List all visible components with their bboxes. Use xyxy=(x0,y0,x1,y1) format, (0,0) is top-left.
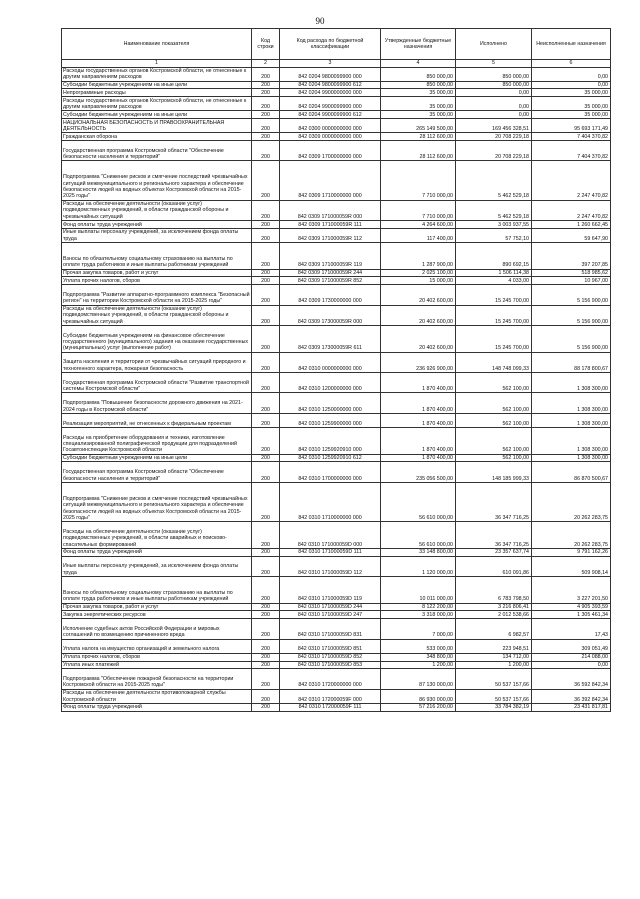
row-executed-amount: 610 091,86 xyxy=(456,556,532,576)
row-budget-code: 842 0204 9800099900 000 xyxy=(280,67,381,81)
row-remaining-amount: 1 308 300,00 xyxy=(532,393,611,413)
table-row xyxy=(62,522,611,549)
column-number: 4 xyxy=(381,60,456,68)
row-indicator-name: Прочая закупка товаров, работ и услуг xyxy=(62,603,252,611)
row-approved-amount: 4 264 600,00 xyxy=(381,221,456,229)
row-executed-amount: 223 948,51 xyxy=(456,639,532,653)
row-executed-amount: 15 245 700,00 xyxy=(456,305,532,325)
row-line-code: 200 xyxy=(252,653,280,661)
row-approved-amount: 57 216 200,00 xyxy=(381,703,456,711)
table-row xyxy=(62,277,611,285)
row-budget-code: 842 0309 171000059R 112 xyxy=(280,228,381,242)
table-row xyxy=(62,619,611,639)
row-indicator-name: Субсидии бюджетным учреждениям на иные цели xyxy=(62,454,252,462)
row-line-code: 200 xyxy=(252,577,280,604)
table-row xyxy=(62,81,611,89)
table-row xyxy=(62,221,611,229)
row-line-code: 200 xyxy=(252,603,280,611)
row-executed-amount: 562 100,00 xyxy=(456,393,532,413)
row-line-code: 200 xyxy=(252,548,280,556)
row-line-code: 200 xyxy=(252,611,280,619)
row-budget-code: 842 0310 171000059D 119 xyxy=(280,577,381,604)
row-executed-amount: 50 537 157,66 xyxy=(456,689,532,703)
row-budget-code: 842 0309 171000059R 000 xyxy=(280,200,381,220)
table-body xyxy=(62,67,611,711)
row-executed-amount: 3 216 806,41 xyxy=(456,603,532,611)
page-number: 90 xyxy=(315,16,325,26)
row-indicator-name: Взносы по обязательному социальному страхованию на выплаты по оплате труда работников и иные выплаты работникам учреждений xyxy=(62,577,252,604)
header-indicator-name: Наименование показателя xyxy=(62,29,252,60)
row-indicator-name: Исполнение судебных актов Российской Федерации и мировых соглашений по возмещению причиненного вреда xyxy=(62,619,252,639)
row-approved-amount: 33 148 800,00 xyxy=(381,548,456,556)
row-executed-amount: 6 982,57 xyxy=(456,619,532,639)
table-row xyxy=(62,373,611,393)
row-executed-amount: 169 456 328,51 xyxy=(456,119,532,133)
row-line-code: 200 xyxy=(252,221,280,229)
row-budget-code: 842 0310 1259920910 000 xyxy=(280,427,381,454)
table-row xyxy=(62,242,611,269)
row-indicator-name: Реализация мероприятий, не отнесенных к федеральным проектам xyxy=(62,413,252,427)
row-remaining-amount: 2 247 470,82 xyxy=(532,200,611,220)
table-row xyxy=(62,140,611,160)
row-approved-amount: 236 926 900,00 xyxy=(381,352,456,372)
row-budget-code: 842 0204 9900000000 000 xyxy=(280,89,381,97)
row-executed-amount: 562 100,00 xyxy=(456,454,532,462)
row-line-code: 200 xyxy=(252,277,280,285)
row-indicator-name: Уплата прочих налогов, сборов xyxy=(62,277,252,285)
table-row xyxy=(62,454,611,462)
row-remaining-amount: 7 404 370,82 xyxy=(532,133,611,141)
header-remaining: Неисполненные назначения xyxy=(532,29,611,60)
row-indicator-name: Гражданская оборона xyxy=(62,133,252,141)
row-remaining-amount: 518 985,62 xyxy=(532,269,611,277)
row-remaining-amount: 35 000,00 xyxy=(532,97,611,111)
row-line-code: 200 xyxy=(252,703,280,711)
row-indicator-name: Субсидии бюджетным учреждениям на финансовое обеспечение государственного (муниципального) задания на оказание государственных (муниципальных) услуг (выполнение работ) xyxy=(62,326,252,353)
row-budget-code: 842 0309 171000059R 119 xyxy=(280,242,381,269)
row-remaining-amount: 5 156 900,00 xyxy=(532,285,611,305)
table-row xyxy=(62,669,611,689)
table-row xyxy=(62,462,611,482)
table-row xyxy=(62,611,611,619)
row-budget-code: 842 0309 171000059R 852 xyxy=(280,277,381,285)
row-line-code: 200 xyxy=(252,482,280,521)
row-approved-amount: 28 112 600,00 xyxy=(381,133,456,141)
row-indicator-name: Непрограммные расходы xyxy=(62,89,252,97)
row-remaining-amount: 36 392 842,34 xyxy=(532,689,611,703)
row-budget-code: 842 0310 1200000000 000 xyxy=(280,373,381,393)
row-executed-amount: 0,00 xyxy=(456,111,532,119)
row-executed-amount: 0,00 xyxy=(456,89,532,97)
row-approved-amount: 15 000,00 xyxy=(381,277,456,285)
row-executed-amount: 23 357 637,74 xyxy=(456,548,532,556)
row-remaining-amount: 35 000,00 xyxy=(532,89,611,97)
row-executed-amount: 36 347 716,25 xyxy=(456,522,532,549)
row-approved-amount: 7 710 000,00 xyxy=(381,161,456,200)
row-line-code: 200 xyxy=(252,639,280,653)
row-line-code: 200 xyxy=(252,161,280,200)
header-line-code: Код строки xyxy=(252,29,280,60)
row-budget-code: 842 0204 9900099900 000 xyxy=(280,97,381,111)
row-indicator-name: Расходы на обеспечение деятельности (оказание услуг) подведомственных учреждений, в области гражданской обороны и чрезвычайных ситуаций xyxy=(62,200,252,220)
row-approved-amount: 35 000,00 xyxy=(381,89,456,97)
row-approved-amount: 850 000,00 xyxy=(381,67,456,81)
row-executed-amount: 890 692,15 xyxy=(456,242,532,269)
row-remaining-amount: 1 308 300,00 xyxy=(532,373,611,393)
row-indicator-name: Иные выплаты персоналу учреждений, за исключением фонда оплаты труда xyxy=(62,228,252,242)
table-row xyxy=(62,161,611,200)
row-line-code: 200 xyxy=(252,111,280,119)
row-executed-amount: 562 100,00 xyxy=(456,413,532,427)
row-approved-amount: 1 287 900,00 xyxy=(381,242,456,269)
row-line-code: 200 xyxy=(252,285,280,305)
row-indicator-name: Подпрограмма "Снижение рисков и смягчение последствий чрезвычайных ситуаций межмуниципального и регионального характера и обеспечение безопасности людей на водных объектах Костромской области на 2015-2025 годы" xyxy=(62,482,252,521)
row-budget-code: 842 0310 171000059D 000 xyxy=(280,522,381,549)
row-budget-code: 842 0309 1700000000 000 xyxy=(280,140,381,160)
row-approved-amount: 235 056 500,00 xyxy=(381,462,456,482)
row-remaining-amount: 20 262 283,75 xyxy=(532,522,611,549)
row-line-code: 200 xyxy=(252,661,280,669)
row-approved-amount: 20 402 600,00 xyxy=(381,326,456,353)
row-indicator-name: Государственная программа Костромской области "Обеспечение безопасности населения и территорий" xyxy=(62,140,252,160)
column-number: 5 xyxy=(456,60,532,68)
row-indicator-name: Прочая закупка товаров, работ и услуг xyxy=(62,269,252,277)
row-executed-amount: 850 000,00 xyxy=(456,81,532,89)
row-executed-amount: 20 708 229,18 xyxy=(456,140,532,160)
row-executed-amount: 15 245 700,00 xyxy=(456,285,532,305)
row-approved-amount: 10 011 000,00 xyxy=(381,577,456,604)
row-remaining-amount: 1 308 300,00 xyxy=(532,454,611,462)
row-budget-code: 842 0310 171000059D 247 xyxy=(280,611,381,619)
row-remaining-amount: 1 308 300,00 xyxy=(532,427,611,454)
row-indicator-name: Расходы на обеспечение деятельности (оказание услуг) подведомственных учреждений, в области аварийных и поисково-спасательных формирований xyxy=(62,522,252,549)
row-approved-amount: 348 800,00 xyxy=(381,653,456,661)
row-approved-amount: 35 000,00 xyxy=(381,97,456,111)
table-row xyxy=(62,482,611,521)
row-remaining-amount: 35 000,00 xyxy=(532,111,611,119)
row-budget-code: 842 0309 171000059R 244 xyxy=(280,269,381,277)
row-budget-code: 842 0309 171000059R 111 xyxy=(280,221,381,229)
row-indicator-name: Закупка энергетических ресурсов xyxy=(62,611,252,619)
row-budget-code: 842 0309 1710000000 000 xyxy=(280,161,381,200)
row-line-code: 200 xyxy=(252,269,280,277)
table-row xyxy=(62,111,611,119)
row-executed-amount: 134 712,00 xyxy=(456,653,532,661)
row-executed-amount: 57 752,10 xyxy=(456,228,532,242)
row-indicator-name: Расходы на обеспечение деятельности противопожарной службы Костромской области xyxy=(62,689,252,703)
table-row xyxy=(62,228,611,242)
table-row xyxy=(62,603,611,611)
row-approved-amount: 1 870 400,00 xyxy=(381,373,456,393)
row-executed-amount: 148 748 099,33 xyxy=(456,352,532,372)
row-remaining-amount: 1 308 300,00 xyxy=(532,413,611,427)
row-executed-amount: 562 100,00 xyxy=(456,427,532,454)
row-budget-code: 842 0310 1720000000 000 xyxy=(280,669,381,689)
row-budget-code: 842 0310 1250000000 000 xyxy=(280,393,381,413)
row-approved-amount: 1 870 400,00 xyxy=(381,454,456,462)
row-approved-amount: 56 610 000,00 xyxy=(381,522,456,549)
row-remaining-amount: 10 967,00 xyxy=(532,277,611,285)
table-header-row xyxy=(62,29,611,60)
row-indicator-name: Фонд оплаты труда учреждений xyxy=(62,703,252,711)
row-indicator-name: Подпрограмма "Снижение рисков и смягчение последствий чрезвычайных ситуаций межмуниципального и регионального характера и обеспечение безопасности людей на водных объектах Костромской области на 2015-2025 годы" xyxy=(62,161,252,200)
table-row xyxy=(62,393,611,413)
row-budget-code: 842 0310 1710000000 000 xyxy=(280,482,381,521)
row-line-code: 200 xyxy=(252,67,280,81)
row-remaining-amount: 9 791 162,26 xyxy=(532,548,611,556)
row-remaining-amount: 2 247 470,82 xyxy=(532,161,611,200)
table-row xyxy=(62,67,611,81)
row-remaining-amount: 4 905 393,59 xyxy=(532,603,611,611)
table-row xyxy=(62,133,611,141)
row-line-code: 200 xyxy=(252,689,280,703)
row-approved-amount: 850 000,00 xyxy=(381,81,456,89)
row-budget-code: 842 0310 1259920910 612 xyxy=(280,454,381,462)
row-budget-code: 842 0309 1730000000 000 xyxy=(280,285,381,305)
row-remaining-amount: 7 404 370,82 xyxy=(532,140,611,160)
table-row xyxy=(62,200,611,220)
header-budget-code: Код расхода по бюджетной классификации xyxy=(280,29,381,60)
row-indicator-name: Уплата иных платежей xyxy=(62,661,252,669)
table-row xyxy=(62,689,611,703)
row-line-code: 200 xyxy=(252,352,280,372)
row-executed-amount: 36 347 716,25 xyxy=(456,482,532,521)
row-line-code: 200 xyxy=(252,81,280,89)
row-remaining-amount: 309 051,49 xyxy=(532,639,611,653)
row-approved-amount: 87 130 000,00 xyxy=(381,669,456,689)
row-remaining-amount: 5 156 900,00 xyxy=(532,305,611,325)
row-line-code: 200 xyxy=(252,228,280,242)
column-number: 3 xyxy=(280,60,381,68)
row-executed-amount: 0,00 xyxy=(456,97,532,111)
row-line-code: 200 xyxy=(252,413,280,427)
row-approved-amount: 1 870 400,00 xyxy=(381,427,456,454)
row-remaining-amount: 0,00 xyxy=(532,661,611,669)
row-remaining-amount: 36 592 842,34 xyxy=(532,669,611,689)
row-approved-amount: 20 402 600,00 xyxy=(381,305,456,325)
row-remaining-amount: 1 305 461,34 xyxy=(532,611,611,619)
row-indicator-name: Субсидии бюджетным учреждениям на иные цели xyxy=(62,111,252,119)
row-line-code: 200 xyxy=(252,669,280,689)
row-approved-amount: 56 610 000,00 xyxy=(381,482,456,521)
row-budget-code: 842 0310 171000059D 111 xyxy=(280,548,381,556)
row-approved-amount: 3 318 000,00 xyxy=(381,611,456,619)
row-budget-code: 842 0300 0000000000 000 xyxy=(280,119,381,133)
row-line-code: 200 xyxy=(252,133,280,141)
row-budget-code: 842 0310 171000059D 244 xyxy=(280,603,381,611)
row-approved-amount: 2 025 100,00 xyxy=(381,269,456,277)
row-remaining-amount: 59 647,90 xyxy=(532,228,611,242)
row-executed-amount: 4 033,00 xyxy=(456,277,532,285)
row-budget-code: 842 0310 171000059D 851 xyxy=(280,639,381,653)
row-indicator-name: Расходы государственных органов Костромской области, не отнесенные к другим направлениям расходов xyxy=(62,97,252,111)
table-row xyxy=(62,556,611,576)
row-executed-amount: 20 708 229,18 xyxy=(456,133,532,141)
table-row xyxy=(62,653,611,661)
row-approved-amount: 20 402 600,00 xyxy=(381,285,456,305)
table-row xyxy=(62,577,611,604)
row-indicator-name: Подпрограмма "Развитие аппаратно-программного комплекса "Безопасный регион" на территории Костромской области на 2015-2025 годы" xyxy=(62,285,252,305)
row-approved-amount: 86 930 000,00 xyxy=(381,689,456,703)
row-budget-code: 842 0310 171000059D 112 xyxy=(280,556,381,576)
row-indicator-name: Расходы на приобретение оборудования и техники, изготовление специализированной полиграфической продукции для подразделений Госавтоинспекции Костромской области xyxy=(62,427,252,454)
row-budget-code: 842 0310 1700000000 000 xyxy=(280,462,381,482)
row-line-code: 200 xyxy=(252,200,280,220)
row-indicator-name: Защита населения и территории от чрезвычайных ситуаций природного и техногенного характера, пожарная безопасность xyxy=(62,352,252,372)
row-executed-amount: 15 245 700,00 xyxy=(456,326,532,353)
row-indicator-name: НАЦИОНАЛЬНАЯ БЕЗОПАСНОСТЬ И ПРАВООХРАНИТЕЛЬНАЯ ДЕЯТЕЛЬНОСТЬ xyxy=(62,119,252,133)
row-executed-amount: 148 185 999,33 xyxy=(456,462,532,482)
table-row xyxy=(62,97,611,111)
row-line-code: 200 xyxy=(252,89,280,97)
row-approved-amount: 8 122 200,00 xyxy=(381,603,456,611)
row-indicator-name: Уплата прочих налогов, сборов xyxy=(62,653,252,661)
row-indicator-name: Иные выплаты персоналу учреждений, за исключением фонда оплаты труда xyxy=(62,556,252,576)
header-approved: Утвержденные бюджетные назначения xyxy=(381,29,456,60)
row-remaining-amount: 1 260 662,45 xyxy=(532,221,611,229)
row-remaining-amount: 214 088,00 xyxy=(532,653,611,661)
row-executed-amount: 33 784 382,19 xyxy=(456,703,532,711)
table-row xyxy=(62,548,611,556)
row-approved-amount: 1 200,00 xyxy=(381,661,456,669)
row-budget-code: 842 0310 171000059D 852 xyxy=(280,653,381,661)
row-remaining-amount: 23 431 817,81 xyxy=(532,703,611,711)
row-approved-amount: 28 112 600,00 xyxy=(381,140,456,160)
row-remaining-amount: 88 178 800,67 xyxy=(532,352,611,372)
row-remaining-amount: 509 908,14 xyxy=(532,556,611,576)
table-row xyxy=(62,119,611,133)
row-line-code: 200 xyxy=(252,119,280,133)
row-executed-amount: 6 783 798,50 xyxy=(456,577,532,604)
table-column-numbers-row xyxy=(62,60,611,68)
row-budget-code: 842 0310 172000059F 111 xyxy=(280,703,381,711)
row-line-code: 200 xyxy=(252,556,280,576)
row-line-code: 200 xyxy=(252,393,280,413)
table-row xyxy=(62,285,611,305)
row-approved-amount: 7 710 000,00 xyxy=(381,200,456,220)
table-row xyxy=(62,661,611,669)
row-executed-amount: 1 200,00 xyxy=(456,661,532,669)
table-row xyxy=(62,413,611,427)
budget-execution-table xyxy=(61,28,611,712)
row-line-code: 200 xyxy=(252,619,280,639)
row-budget-code: 842 0309 0000000000 000 xyxy=(280,133,381,141)
row-indicator-name: Государственная программа Костромской области "Развитие транспортной системы Костромской области" xyxy=(62,373,252,393)
row-executed-amount: 5 462 529,18 xyxy=(456,200,532,220)
row-budget-code: 842 0309 173000059R 000 xyxy=(280,305,381,325)
row-executed-amount: 850 000,00 xyxy=(456,67,532,81)
row-indicator-name: Субсидии бюджетным учреждениям на иные цели xyxy=(62,81,252,89)
table-row xyxy=(62,352,611,372)
table-row xyxy=(62,89,611,97)
row-executed-amount: 3 003 937,55 xyxy=(456,221,532,229)
column-number: 1 xyxy=(62,60,252,68)
table-row xyxy=(62,305,611,325)
row-indicator-name: Фонд оплаты труда учреждений xyxy=(62,221,252,229)
row-indicator-name: Взносы по обязательному социальному страхованию на выплаты по оплате труда работников и иные выплаты работникам учреждений xyxy=(62,242,252,269)
table-row xyxy=(62,639,611,653)
row-budget-code: 842 0310 0000000000 000 xyxy=(280,352,381,372)
row-remaining-amount: 0,00 xyxy=(532,67,611,81)
row-remaining-amount: 20 262 283,75 xyxy=(532,482,611,521)
row-line-code: 200 xyxy=(252,373,280,393)
table-row xyxy=(62,326,611,353)
row-indicator-name: Расходы государственных органов Костромской области, не отнесенные к другим направлениям расходов xyxy=(62,67,252,81)
row-remaining-amount: 397 207,85 xyxy=(532,242,611,269)
row-executed-amount: 5 462 529,18 xyxy=(456,161,532,200)
row-line-code: 200 xyxy=(252,427,280,454)
row-executed-amount: 1 506 114,38 xyxy=(456,269,532,277)
column-number: 6 xyxy=(532,60,611,68)
row-line-code: 200 xyxy=(252,454,280,462)
row-budget-code: 842 0204 9800099900 612 xyxy=(280,81,381,89)
row-approved-amount: 1 120 000,00 xyxy=(381,556,456,576)
row-line-code: 200 xyxy=(252,97,280,111)
table-row xyxy=(62,703,611,711)
row-indicator-name: Подпрограмма "Повышение безопасности дорожного движения на 2021-2024 годы в Костромской области" xyxy=(62,393,252,413)
row-executed-amount: 2 012 538,66 xyxy=(456,611,532,619)
row-line-code: 200 xyxy=(252,326,280,353)
row-indicator-name: Подпрограмма "Обеспечение пожарной безопасности на территории Костромской области на 2015-2025 годы" xyxy=(62,669,252,689)
row-indicator-name: Фонд оплаты труда учреждений xyxy=(62,548,252,556)
row-remaining-amount: 0,00 xyxy=(532,81,611,89)
row-line-code: 200 xyxy=(252,305,280,325)
row-remaining-amount: 86 870 500,67 xyxy=(532,462,611,482)
row-indicator-name: Государственная программа Костромской области "Обеспечение безопасности населения и территорий" xyxy=(62,462,252,482)
row-approved-amount: 1 870 400,00 xyxy=(381,393,456,413)
row-budget-code: 842 0310 1259900000 000 xyxy=(280,413,381,427)
row-approved-amount: 35 000,00 xyxy=(381,111,456,119)
row-line-code: 200 xyxy=(252,462,280,482)
header-executed: Исполнено xyxy=(456,29,532,60)
row-executed-amount: 50 537 157,66 xyxy=(456,669,532,689)
row-remaining-amount: 3 227 201,50 xyxy=(532,577,611,604)
row-approved-amount: 117 400,00 xyxy=(381,228,456,242)
row-remaining-amount: 95 693 171,49 xyxy=(532,119,611,133)
row-line-code: 200 xyxy=(252,242,280,269)
row-budget-code: 842 0204 9900099900 612 xyxy=(280,111,381,119)
row-indicator-name: Расходы на обеспечение деятельности (оказание услуг) подведомственных учреждений, в области гражданской обороны и чрезвычайных ситуаций xyxy=(62,305,252,325)
row-line-code: 200 xyxy=(252,522,280,549)
row-approved-amount: 1 870 400,00 xyxy=(381,413,456,427)
row-budget-code: 842 0310 171000059D 831 xyxy=(280,619,381,639)
row-remaining-amount: 5 156 900,00 xyxy=(532,326,611,353)
table-row xyxy=(62,427,611,454)
row-remaining-amount: 17,43 xyxy=(532,619,611,639)
row-approved-amount: 533 000,00 xyxy=(381,639,456,653)
row-approved-amount: 265 149 500,00 xyxy=(381,119,456,133)
row-budget-code: 842 0310 172000059F 000 xyxy=(280,689,381,703)
row-executed-amount: 562 100,00 xyxy=(456,373,532,393)
table-row xyxy=(62,269,611,277)
row-line-code: 200 xyxy=(252,140,280,160)
row-budget-code: 842 0310 171000059D 853 xyxy=(280,661,381,669)
row-approved-amount: 7 000,00 xyxy=(381,619,456,639)
row-indicator-name: Уплата налога на имущество организаций и земельного налога xyxy=(62,639,252,653)
column-number: 2 xyxy=(252,60,280,68)
row-budget-code: 842 0309 173000059R 611 xyxy=(280,326,381,353)
